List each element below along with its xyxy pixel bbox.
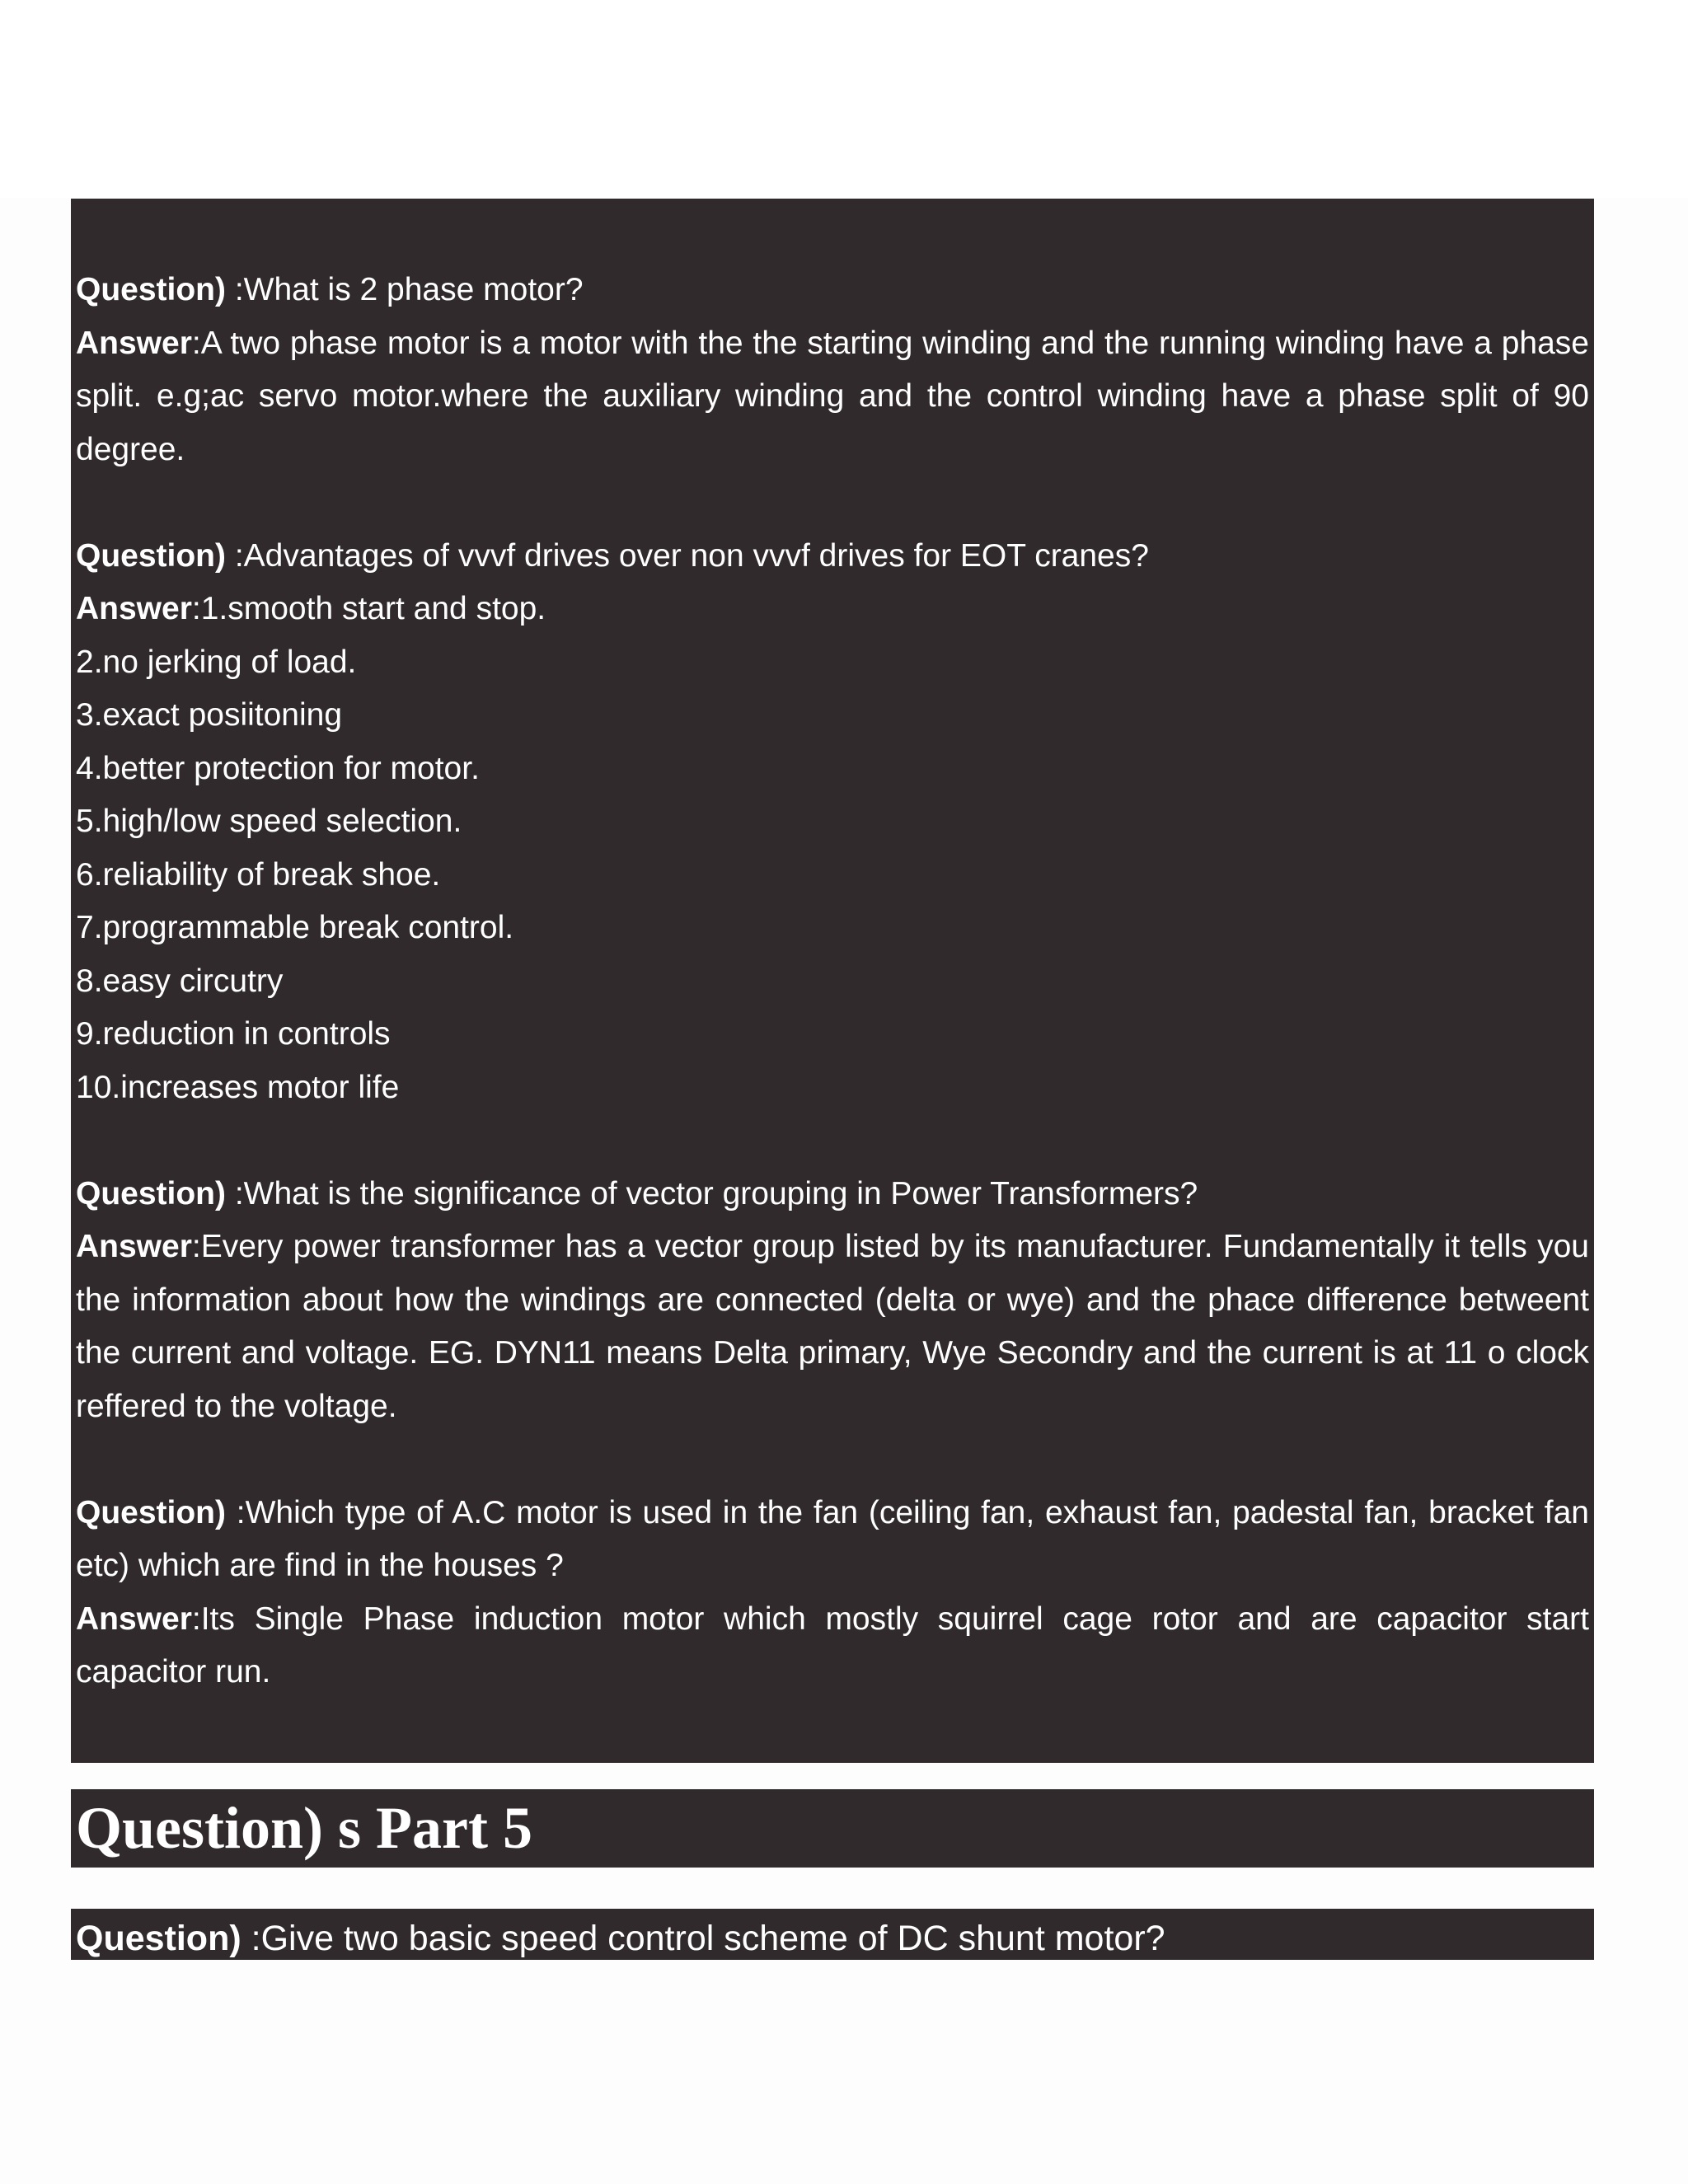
spacer: [76, 476, 1589, 530]
question-label: Question): [76, 1175, 226, 1212]
question-line: [76, 264, 1589, 317]
answer-text: :A two phase motor is a motor with the the starting winding and the running winding have a phase split. e.g;ac servo motor.where the auxiliary winding and the control winding have a phase split of 90 degree.: [76, 325, 1589, 467]
question-line: [76, 1168, 1589, 1221]
section-heading-bar: [71, 1789, 1594, 1868]
section-heading: Question) s Part 5: [76, 1795, 532, 1861]
question-line: [76, 1487, 1589, 1593]
answer-paragraph: [76, 1593, 1589, 1699]
answer-label: Answer: [76, 1229, 192, 1264]
question-text: :Which type of A.C motor is used in the fan (ceiling fan, exhaust fan, padestal fan, bracket fan etc) which are find in the houses ?: [76, 1494, 1589, 1583]
answer-list-item: 10.increases motor life: [76, 1069, 400, 1105]
question-label: Question): [76, 1919, 241, 1958]
answer-paragraph: [76, 317, 1589, 477]
question-text: :Advantages of vvvf drives over non vvvf drives for EOT cranes?: [226, 537, 1149, 574]
spacer: [76, 1433, 1589, 1487]
answer-text: :Its Single Phase induction motor which mostly squirrel cage rotor and are capacitor start capacitor run.: [76, 1601, 1589, 1690]
answer-text: :1.smooth start and stop.: [191, 591, 546, 626]
answer-label: Answer: [76, 591, 192, 626]
question-text: :What is the significance of vector grouping in Power Transformers?: [226, 1175, 1198, 1212]
question-label: Question): [76, 272, 226, 307]
qa-content-block: [71, 199, 1594, 1763]
answer-paragraph: [76, 1221, 1589, 1433]
page-top-margin: [0, 0, 1688, 198]
answer-list-item: 4.better protection for motor.: [76, 750, 480, 786]
answer-label: Answer: [76, 1601, 192, 1637]
spacer: [76, 1114, 1589, 1168]
question-line: [76, 530, 1589, 583]
question-text: :What is 2 phase motor?: [226, 272, 584, 307]
answer-list-item: 8.easy circutry: [76, 963, 284, 999]
question-text: :Give two basic speed control scheme of DC shunt motor?: [241, 1919, 1165, 1958]
question-label: Question): [76, 1494, 226, 1530]
answer-label: Answer: [76, 325, 192, 361]
answer-paragraph: [76, 583, 1589, 636]
answer-list-item: 7.programmable break control.: [76, 910, 514, 945]
answer-list-item: 9.reduction in controls: [76, 1016, 391, 1052]
question-line: [76, 1909, 1589, 1968]
next-question-bar: [71, 1909, 1594, 1960]
answer-list-item: 2.no jerking of load.: [76, 644, 357, 680]
answer-list-item: 3.exact posiitoning: [76, 697, 343, 733]
answer-text: :Every power transformer has a vector group listed by its manufacturer. Fundamentally it tells you the information about how the windings are connected (delta or wye) and the phace difference betweent the current and voltage. EG. DYN11 means Delta primary, Wye Secondry and the current is at 11 o clock reffered to the voltage.: [76, 1229, 1589, 1424]
answer-list-item: 6.reliability of break shoe.: [76, 856, 441, 893]
answer-list-item: 5.high/low speed selection.: [76, 804, 462, 839]
question-label: Question): [76, 537, 226, 574]
